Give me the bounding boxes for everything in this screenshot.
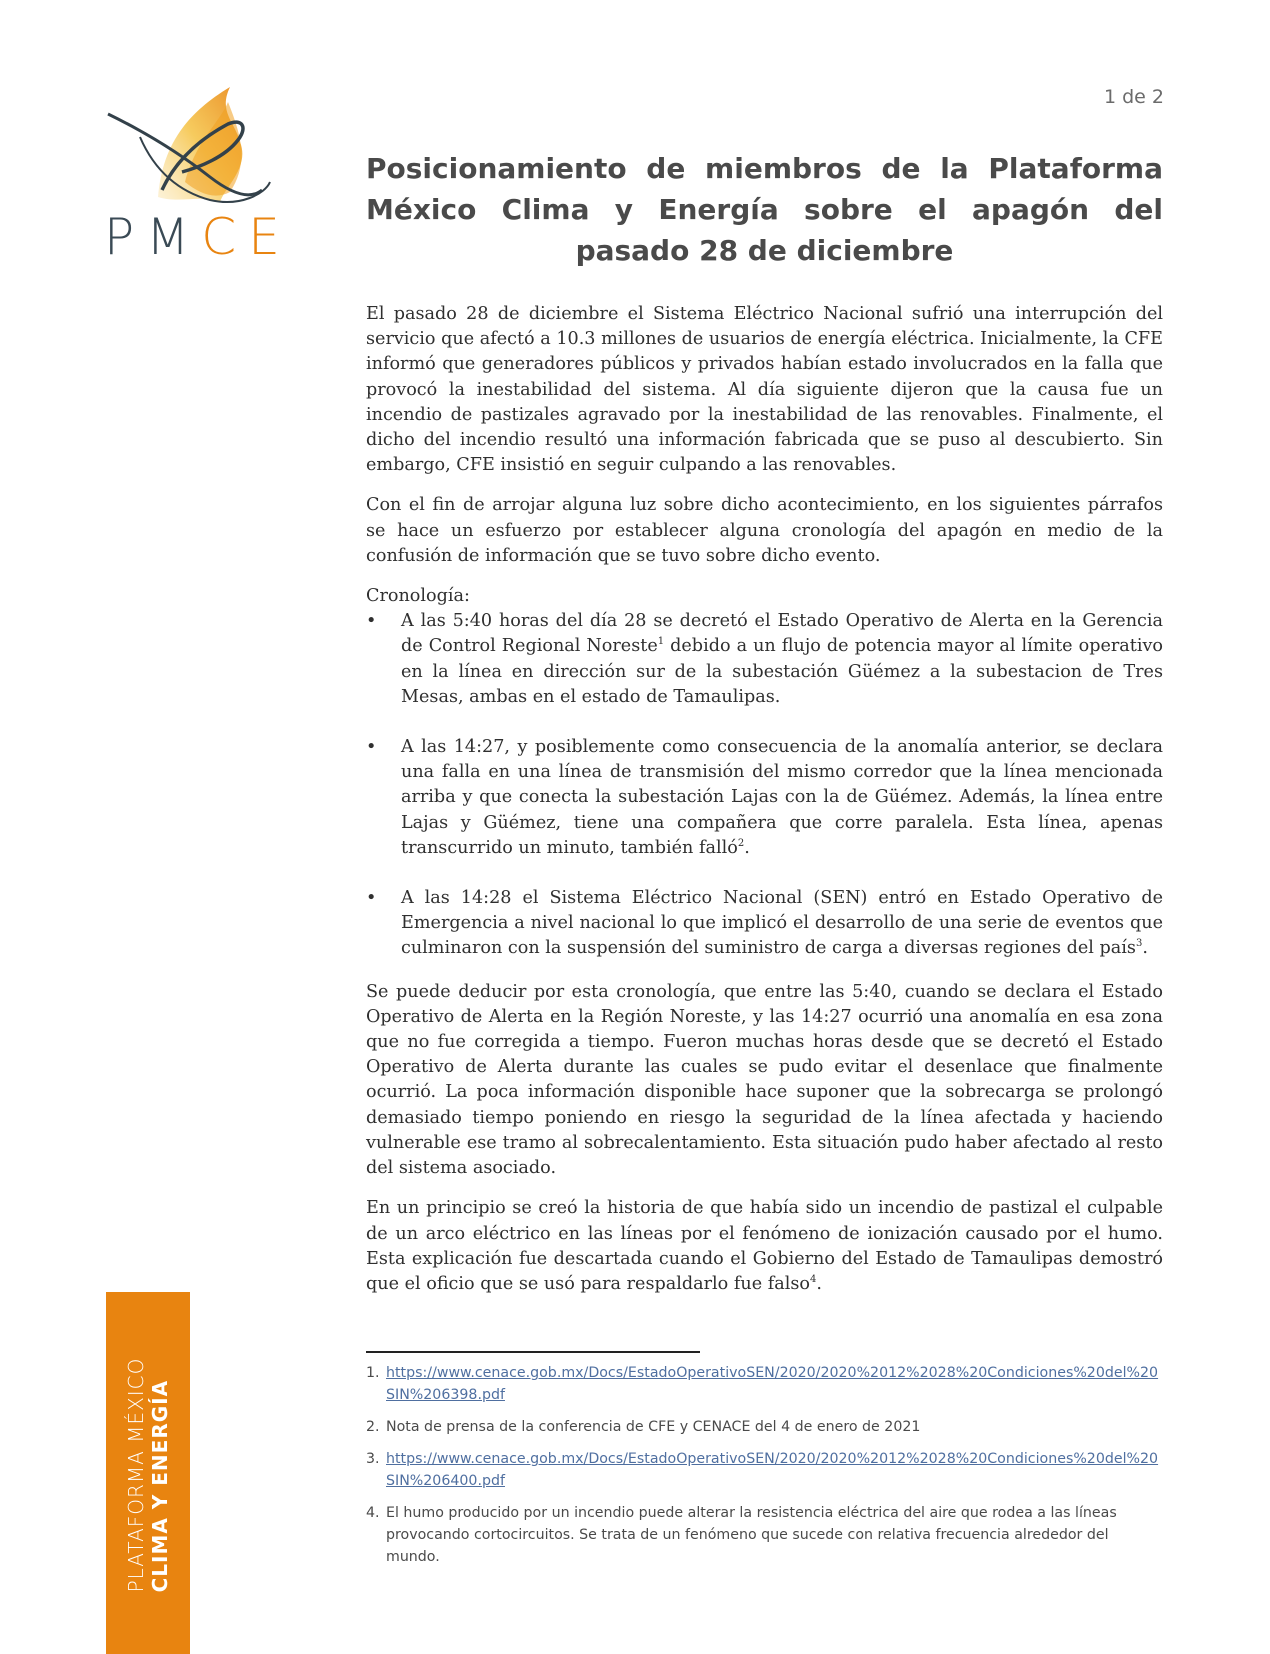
footnote-text: Nota de prensa de la conferencia de CFE y CENACE del 4 de enero de 2021 <box>386 1419 921 1435</box>
bullet-text: A las 14:27, y posiblemente como consecuencia de la anomalía anterior, se declara una falla en una línea de transmisión del mismo corredor que la línea mencionada arriba y que conecta la subestación Lajas con la de Güémez. Además, la línea entre Lajas y Güémez, tiene una compañera que corre paralela. Esta línea, apenas transcurrido un minuto, también falló <box>401 737 1163 858</box>
footnote-ref: 2 <box>737 838 745 849</box>
bullet-text: A las 14:28 el Sistema Eléctrico Nacional (SEN) entró en Estado Operativo de Emergencia a nivel nacional lo que implicó el desarrollo de una serie de eventos que culminaron con la suspensión del suministro de carga a diversas regiones del país <box>401 888 1163 959</box>
bullet-text-end: debido a un flujo de potencia mayor al límite operativo en la línea en dirección sur de la subestación Güémez a la subestacion de Tres Mesas, ambas en el estado de Tamaulipas. <box>401 636 1163 707</box>
bullet-icon: • <box>366 737 377 758</box>
footnote-ref: 4 <box>809 1274 817 1286</box>
footnote-number: 1. <box>366 1365 380 1381</box>
paragraph-intro: El pasado 28 de diciembre el Sistema Eléctrico Nacional sufrió una interrupción del servicio que afectó a 10.3 millones de usuarios de energía eléctrica. Inicialmente, la CFE informó que generadores públicos y privados habían estado involucrados en la falla que provocó la inestabilidad del sistema. Al día siguiente dijeron que la causa fue un incendio de pastizales agravado por la inestabilidad de las renovables. Finalmente, el dicho del incendio resultó una información fabricada que se puso al descubierto. Sin embargo, CFE insistió en seguir culpando a las renovables. <box>366 304 1163 476</box>
list-item <box>366 886 1163 962</box>
footnote-link[interactable]: https://www.cenace.gob.mx/Docs/EstadoOperativoSEN/2020/2020%2012%2028%20Condiciones%20del%20SIN%206398.pdf <box>386 1365 1159 1403</box>
footnote-divider <box>366 1351 700 1353</box>
bullet-icon: • <box>366 888 377 909</box>
list-item <box>366 609 1163 710</box>
footnote-link[interactable]: https://www.cenace.gob.mx/Docs/EstadoOperativoSEN/2020/2020%2012%2028%20Condiciones%20del%20SIN%206400.pdf <box>386 1451 1159 1489</box>
footnotes-list <box>366 1362 1166 1578</box>
footnote-ref: 3 <box>1135 938 1143 950</box>
sidebar-banner-text <box>124 1358 172 1593</box>
logo-text-ce: CE <box>201 208 292 266</box>
page-number: 1 de 2 <box>1103 86 1164 108</box>
document-body <box>366 302 1163 1312</box>
footnote-item <box>366 1416 1166 1438</box>
bullet-text-end: . <box>1142 938 1148 959</box>
footnote-item <box>366 1502 1166 1568</box>
paragraph-deduction: Se puede deducir por esta cronología, que entre las 5:40, cuando se declara el Estado Operativo de Alerta en la Región Noreste, y las 14:27 ocurrió una anomalía en esa zona que no fue corregida a tiempo. Fueron muchas horas desde que se decretó el Estado Operativo de Alerta durante las cuales se pudo evitar el desenlace que finalmente ocurrió. La poca información disponible hace suponer que la sobrecarga se prolongó demasiado tiempo poniendo en riesgo la seguridad de la línea afectada y haciendo vulnerable ese tramo al sobrecalentamiento. Esta situación pudo haber afectado al resto del sistema asociado. <box>366 981 1163 1179</box>
footnote-number: 4. <box>366 1505 380 1521</box>
chronology-list <box>366 609 1163 961</box>
bullet-text: A las 5:40 horas del día 28 se decretó el Estado Operativo de Alerta en la Gerencia de Control Regional Noreste <box>401 611 1163 657</box>
list-item <box>366 735 1163 861</box>
document-title: Posicionamiento de miembros de la Plataforma México Clima y Energía sobre el apagón del pasado 28 de diciembre <box>366 152 1163 267</box>
bullet-icon: • <box>366 611 377 632</box>
footnote-number: 3. <box>366 1451 380 1467</box>
paragraph-purpose: Con el fin de arrojar alguna luz sobre dicho acontecimiento, en los siguientes párrafos se hace un esfuerzo por establecer alguna cronología del apagón en medio de la confusión de información que se tuvo sobre dicho evento. <box>366 495 1163 566</box>
bullet-text-end: . <box>744 837 750 858</box>
chronology-heading: Cronología: <box>366 586 470 607</box>
paragraph-origin-end: . <box>816 1273 822 1294</box>
sidebar-line-2: CLIMA Y ENERGÍA <box>148 1379 172 1593</box>
footnote-item <box>366 1362 1166 1406</box>
footnote-text: El humo producido por un incendio puede alterar la resistencia eléctrica del aire que rodea a las líneas provocando cortocircuitos. Se trata de un fenómeno que sucede con relativa frecuencia alrededor del mundo. <box>386 1505 1117 1565</box>
pmce-logo-text <box>104 208 292 266</box>
footnote-item <box>366 1448 1166 1492</box>
footnote-number: 2. <box>366 1419 380 1435</box>
paragraph-origin <box>366 1196 1163 1297</box>
paragraph-origin-text: En un principio se creó la historia de que había sido un incendio de pastizal el culpable de un arco eléctrico en las líneas por el fenómeno de ionización causado por el humo. Esta explicación fue descartada cuando el Gobierno del Estado de Tamaulipas demostró que el oficio que se usó para respaldarlo fue falso <box>366 1198 1163 1294</box>
logo-text-pm: PM <box>104 208 202 266</box>
footnote-ref: 1 <box>657 636 665 648</box>
sidebar-line-1: PLATAFORMA MÉXICO <box>124 1357 148 1593</box>
